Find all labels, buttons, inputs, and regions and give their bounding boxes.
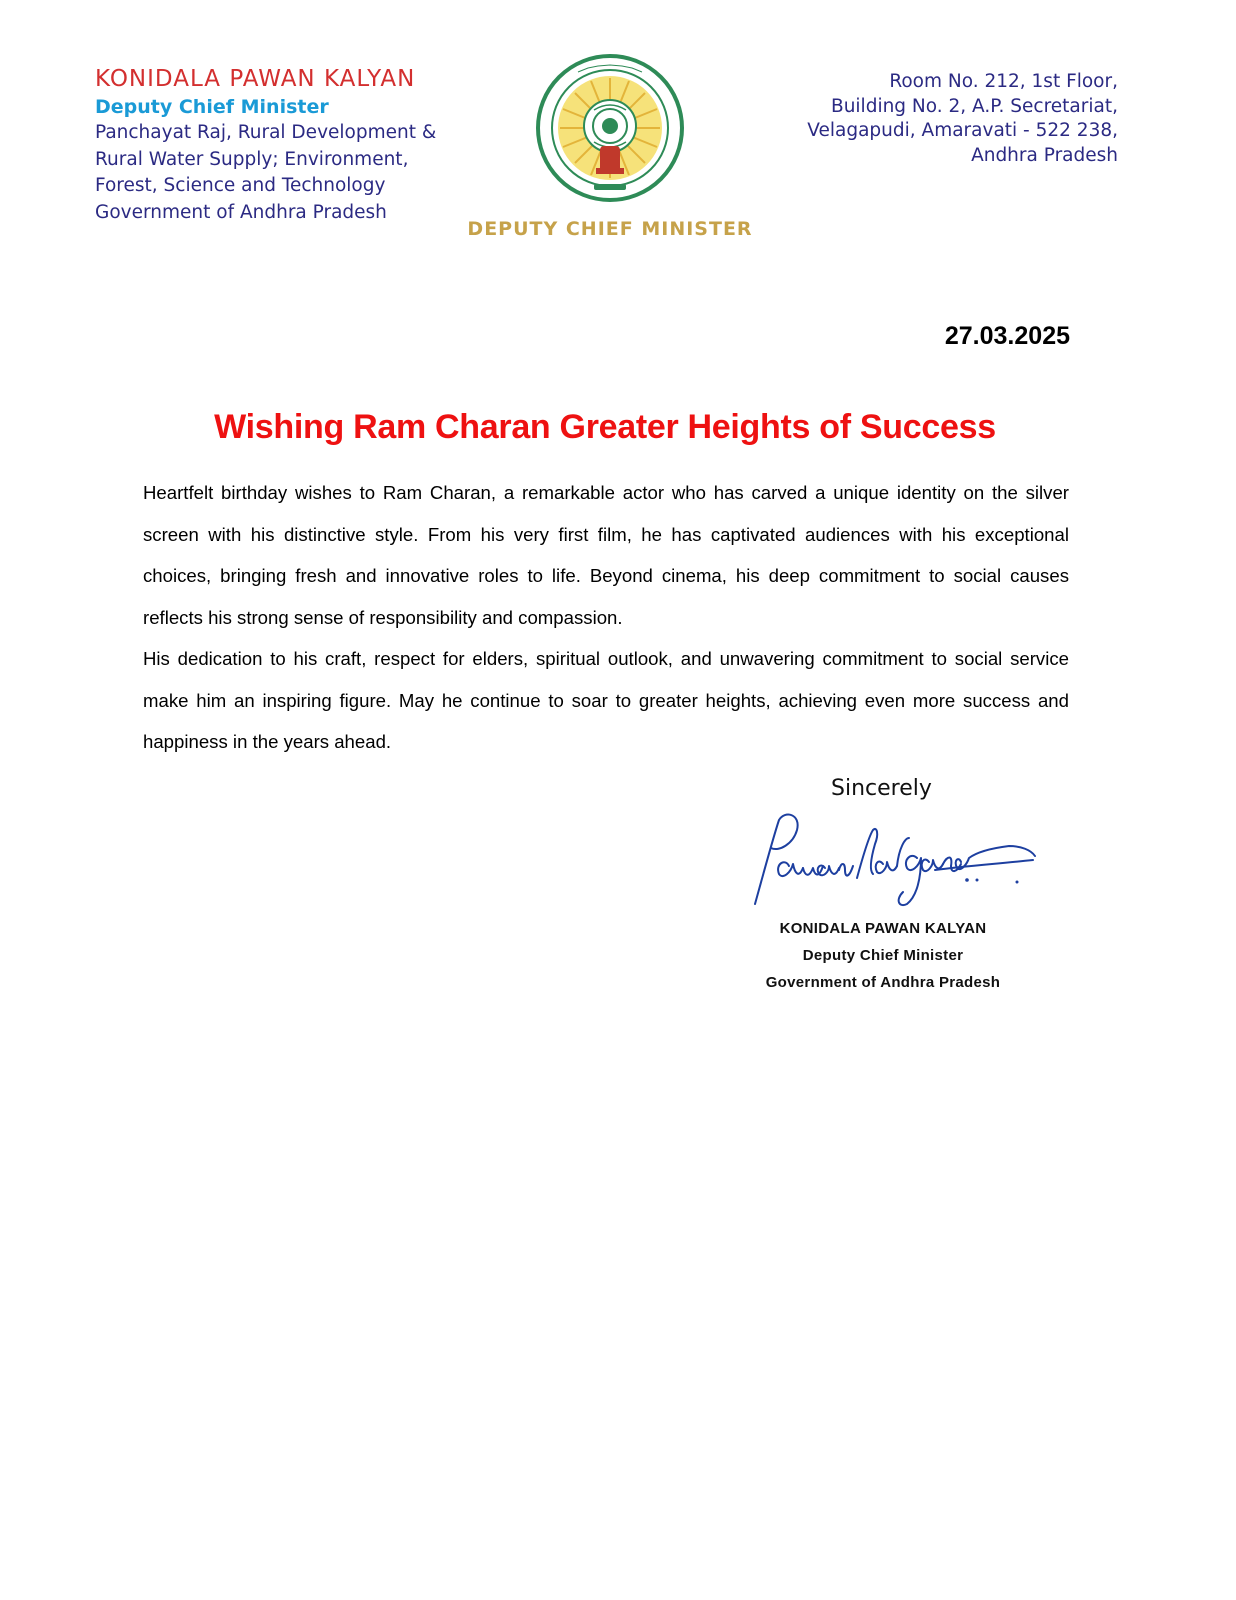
letter-title: Wishing Ram Charan Greater Heights of Success <box>214 408 996 446</box>
department-line: Government of Andhra Pradesh <box>95 201 387 223</box>
sender-name: KONIDALA PAWAN KALYAN <box>95 66 416 92</box>
department-line: Forest, Science and Technology <box>95 175 386 196</box>
signatory-name: KONIDALA PAWAN KALYAN <box>779 920 987 937</box>
sender-designation: Deputy Chief Minister <box>95 96 329 118</box>
letterhead-sender <box>95 64 495 226</box>
body-paragraph: Heartfelt birthday wishes to Ram Charan, a remarkable actor who has carved a unique identity on the silver screen with his distinctive style. From his very first film, he has captivated audiences with his exceptional choices, bringing fresh and innovative roles to life. Beyond cinema, his deep commitment to social causes reflects his strong sense of responsibility and compassion. <box>143 482 1069 628</box>
department-line: Panchayat Raj, Rural Development & <box>95 122 437 143</box>
emblem-caption: DEPUTY CHIEF MINISTER <box>467 218 753 240</box>
address-line: Room No. 212, 1st Floor, <box>889 71 1118 92</box>
signatory-designation: Deputy Chief Minister <box>802 947 964 964</box>
address-line: Andhra Pradesh <box>971 144 1118 166</box>
signatory-block <box>733 915 1033 996</box>
signatory-government: Government of Andhra Pradesh <box>765 974 1001 991</box>
closing-salutation: Sincerely <box>831 776 932 801</box>
letter-date: 27.03.2025 <box>944 322 1070 350</box>
letter-body <box>143 472 1069 763</box>
state-emblem-icon <box>528 50 692 212</box>
body-paragraph: His dedication to his craft, respect for elders, spiritual outlook, and unwavering commitment to social service make him an inspiring figure. May he continue to soar to greater heights, achieving even more success and happiness in the years ahead. <box>143 648 1069 752</box>
address-line: Velagapudi, Amaravati - 522 238, <box>807 120 1118 141</box>
address-line: Building No. 2, A.P. Secretariat, <box>831 95 1118 117</box>
handwritten-signature-icon <box>745 808 1045 918</box>
office-address <box>807 70 1118 168</box>
department-line: Rural Water Supply; Environment, <box>95 148 409 170</box>
